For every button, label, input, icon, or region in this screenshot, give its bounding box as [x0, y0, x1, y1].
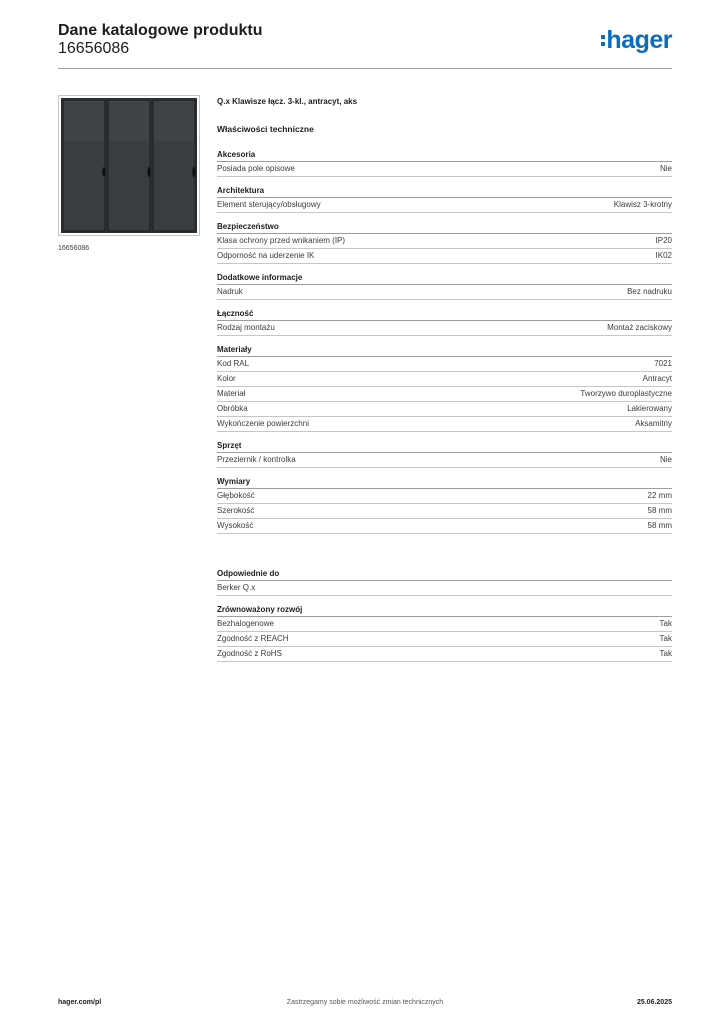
group-title: Odpowiednie do	[217, 567, 672, 581]
property-row	[217, 647, 672, 662]
switch-rockers-image	[59, 96, 199, 235]
group-title: Materiały	[217, 343, 672, 357]
property-label: Rodzaj montażu	[217, 323, 275, 332]
group-title: Bezpieczeństwo	[217, 220, 672, 234]
property-label: Obróbka	[217, 404, 248, 413]
header-divider	[58, 68, 672, 69]
property-label: Głębokość	[217, 491, 255, 500]
property-value: IP20	[655, 236, 672, 245]
property-row	[217, 249, 672, 264]
group-title: Akcesoria	[217, 148, 672, 162]
logo-dots-icon	[601, 32, 605, 49]
property-group	[217, 567, 672, 596]
property-value: Tak	[659, 619, 672, 628]
property-row	[217, 402, 672, 417]
property-value: 58 mm	[647, 521, 672, 530]
property-value: Bez nadruku	[627, 287, 672, 296]
property-label: Zgodność z RoHS	[217, 649, 282, 658]
page-footer	[58, 996, 672, 1010]
property-label: Przeziernik / kontrolka	[217, 455, 296, 464]
property-row	[217, 234, 672, 249]
property-group	[217, 603, 672, 662]
property-label: Element sterujący/obsługowy	[217, 200, 321, 209]
product-image	[58, 95, 200, 236]
property-value: Antracyt	[642, 374, 672, 383]
property-row	[217, 285, 672, 300]
property-label: Nadruk	[217, 287, 243, 296]
group-title: Zrównoważony rozwój	[217, 603, 672, 617]
property-row	[217, 453, 672, 468]
property-value: 7021	[654, 359, 672, 368]
property-value: Aksamitny	[635, 419, 672, 428]
property-value: Tak	[659, 649, 672, 658]
property-row	[217, 162, 672, 177]
property-group	[217, 220, 672, 264]
property-row	[217, 581, 672, 596]
property-value: Klawisz 3-krotny	[613, 200, 672, 209]
property-group	[217, 475, 672, 534]
property-row	[217, 519, 672, 534]
technical-groups	[217, 148, 672, 534]
property-label: Szerokość	[217, 506, 255, 515]
property-value: Lakierowany	[627, 404, 672, 413]
property-row	[217, 357, 672, 372]
property-label: Zgodność z REACH	[217, 634, 289, 643]
document-title: Dane katalogowe produktu	[58, 22, 263, 39]
property-value: 22 mm	[647, 491, 672, 500]
group-title: Sprzęt	[217, 439, 672, 453]
logo-text: hager	[606, 26, 672, 54]
property-label: Posiada pole opisowe	[217, 164, 295, 173]
group-title: Wymiary	[217, 475, 672, 489]
product-details	[217, 95, 672, 669]
property-row	[217, 489, 672, 504]
property-value: Nie	[659, 164, 672, 173]
product-name: Q.x Klawisze łącz. 3-kl., antracyt, aks	[217, 97, 358, 106]
property-label: Odporność na uderzenie IK	[217, 251, 315, 260]
property-row	[217, 417, 672, 432]
property-value: Tak	[659, 634, 672, 643]
property-label: Kod RAL	[217, 359, 250, 368]
property-value: Tworzywo duroplastyczne	[580, 389, 672, 398]
property-label: Bezhalogenowe	[217, 619, 274, 628]
property-label: Materiał	[217, 389, 246, 398]
property-value: IK02	[655, 251, 672, 260]
group-title: Dodatkowe informacje	[217, 271, 672, 285]
page-header	[58, 22, 672, 70]
property-group	[217, 271, 672, 300]
section-spacer	[217, 541, 672, 567]
property-label: Wysokość	[217, 521, 254, 530]
property-row	[217, 198, 672, 213]
additional-groups	[217, 567, 672, 662]
technical-properties-heading: Właściwości techniczne	[217, 124, 314, 134]
property-group	[217, 148, 672, 177]
property-row	[217, 321, 672, 336]
property-group	[217, 307, 672, 336]
property-value: Montaż zaciskowy	[607, 323, 672, 332]
property-label: Kolor	[217, 374, 236, 383]
property-value: Nie	[659, 455, 672, 464]
group-title: Architektura	[217, 184, 672, 198]
property-row	[217, 387, 672, 402]
image-caption: 16656086	[58, 245, 90, 252]
property-row	[217, 504, 672, 519]
property-group	[217, 343, 672, 432]
property-row	[217, 617, 672, 632]
property-label: Berker Q.x	[217, 583, 256, 592]
footer-note: Zastrzegamy sobie możliwość zmian technicznych	[286, 999, 444, 1006]
property-label: Wykończenie powierzchni	[217, 419, 309, 428]
group-title: Łączność	[217, 307, 672, 321]
property-value: 58 mm	[647, 506, 672, 515]
hager-logo	[601, 26, 672, 54]
footer-date: 25.06.2025	[636, 999, 672, 1006]
document-number: 16656086	[58, 40, 130, 57]
footer-url-link[interactable]: hager.com/pl	[58, 999, 102, 1006]
property-group	[217, 184, 672, 213]
property-row	[217, 372, 672, 387]
property-row	[217, 632, 672, 647]
property-label: Klasa ochrony przed wnikaniem (IP)	[217, 236, 346, 245]
property-group	[217, 439, 672, 468]
